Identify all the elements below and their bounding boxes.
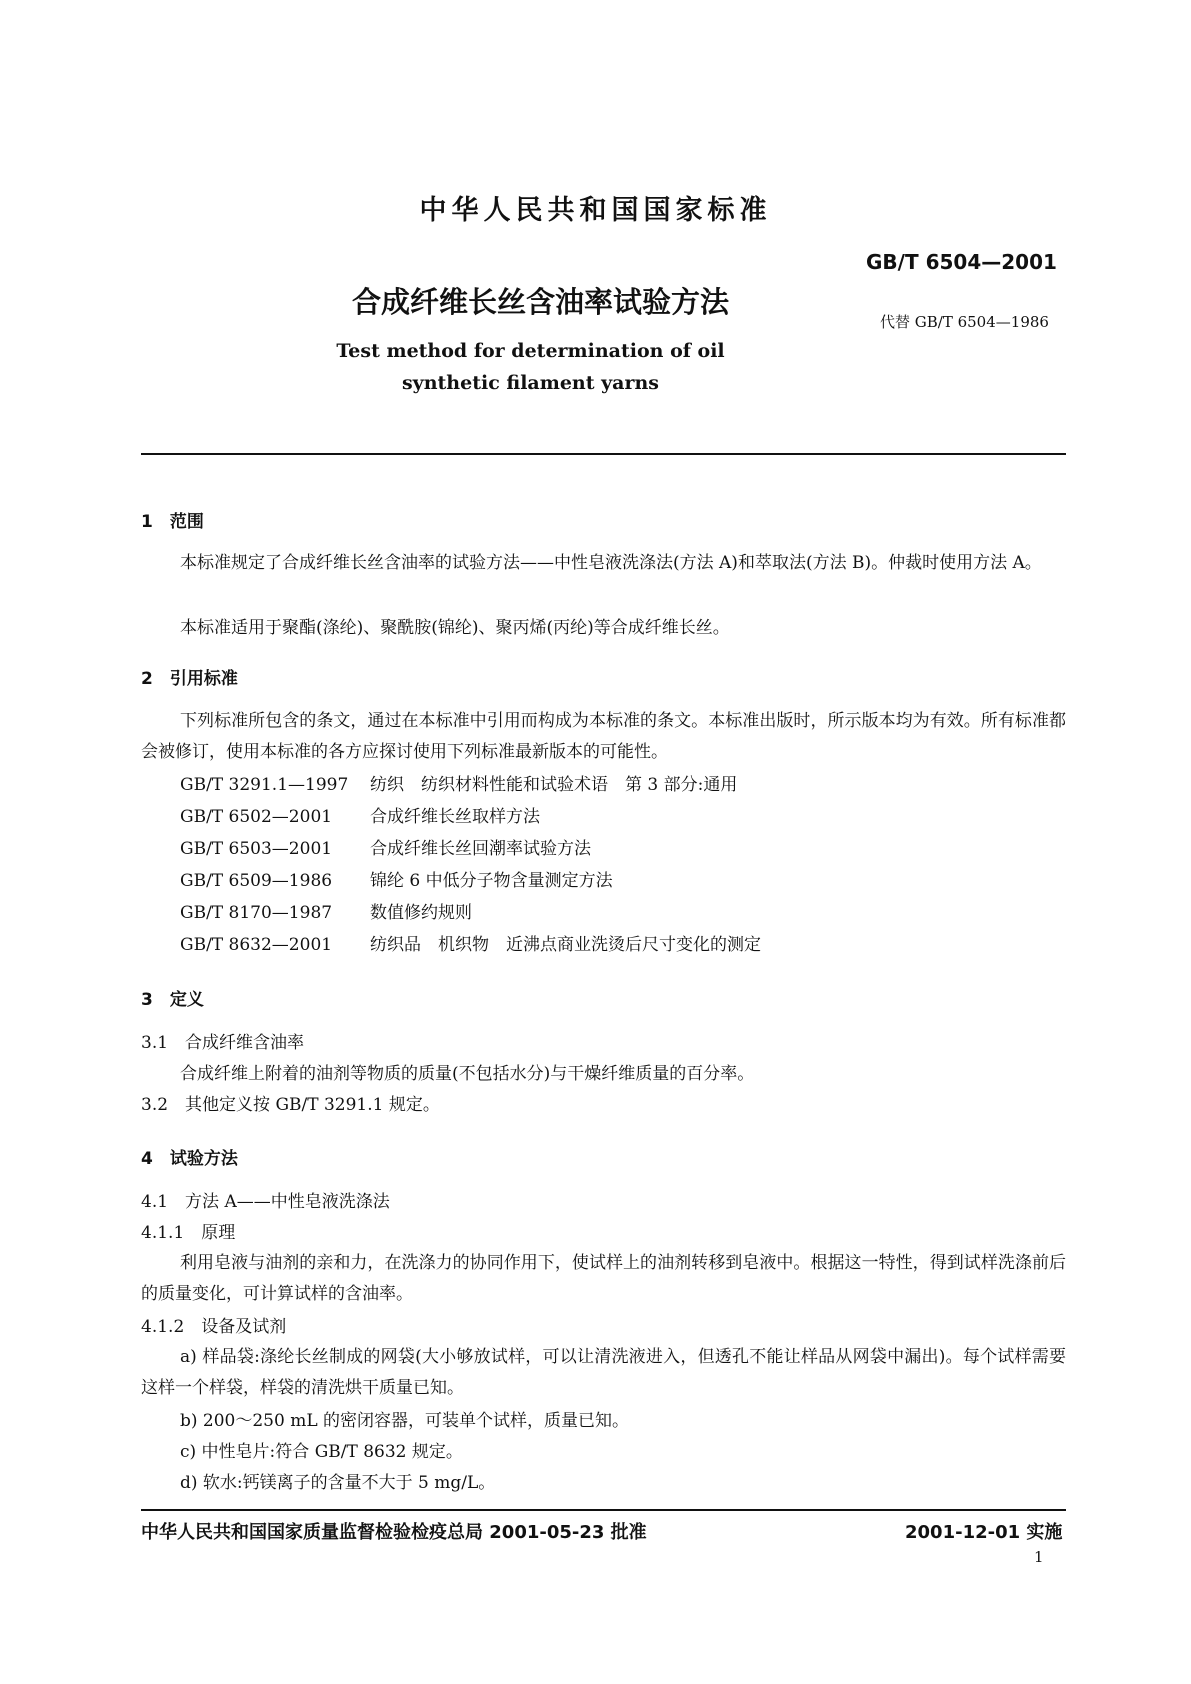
title-cn: 合成纤维长丝含油率试验方法 — [351, 285, 729, 319]
ref-code: GB/T 3291.1—1997 — [180, 775, 349, 795]
title-en-line2: synthetic filament yarns — [401, 372, 660, 394]
ref-title: 纺织 纺织材料性能和试验术语 第 3 部分:通用 — [370, 775, 738, 795]
equipment-item-a: a) 样品袋:涤纶长丝制成的网袋(大小够放试样，可以让清洗液进入，但透孔不能让样品从网袋中漏出)。每个试样需要这样一个样袋，样袋的清洗烘干质量已知。 — [141, 1347, 1066, 1398]
footer-divider — [141, 1509, 1066, 1511]
page-number: 1 — [1034, 1548, 1044, 1566]
ref-title: 数值修约规则 — [370, 903, 472, 923]
section-3-heading: 3 定义 — [141, 990, 204, 1010]
section-1-paragraph-2: 本标准适用于聚酯(涤纶)、聚酰胺(锦纶)、聚丙烯(丙纶)等合成纤维长丝。 — [180, 618, 730, 638]
definition-3-2: 3.2 其他定义按 GB/T 3291.1 规定。 — [141, 1095, 440, 1115]
section-4-heading: 4 试验方法 — [141, 1149, 238, 1169]
national-standard-title: 中华人民共和国国家标准 — [419, 195, 772, 226]
title-en-line1: Test method for determination of oil — [336, 340, 725, 362]
section-1-paragraph-1: 本标准规定了合成纤维长丝含油率的试验方法——中性皂液洗涤法(方法 A)和萃取法(方法 B)。仲裁时使用方法 A。 — [180, 553, 1042, 573]
ref-title: 合成纤维长丝回潮率试验方法 — [370, 839, 591, 859]
principle-text: 利用皂液与油剂的亲和力，在洗涤力的协同作用下，使试样上的油剂转移到皂液中。根据这一特性，得到试样洗涤前后的质量变化，可计算试样的含油率。 — [141, 1253, 1066, 1304]
ref-code: GB/T 8170—1987 — [180, 903, 333, 923]
definition-3-1-text: 合成纤维上附着的油剂等物质的质量(不包括水分)与干燥纤维质量的百分率。 — [180, 1064, 755, 1084]
equipment-item-d: d) 软水:钙镁离子的含量不大于 5 mg/L。 — [180, 1473, 496, 1493]
ref-item — [180, 801, 540, 833]
principle-heading: 4.1.1 原理 — [141, 1223, 236, 1243]
ref-code: GB/T 6502—2001 — [180, 807, 333, 827]
replaces-note: 代替 GB/T 6504—1986 — [880, 313, 1049, 331]
ref-title: 纺织品 机织物 近沸点商业洗烫后尺寸变化的测定 — [370, 935, 761, 955]
ref-title: 合成纤维长丝取样方法 — [370, 807, 540, 827]
standard-code: GB/T 6504—2001 — [866, 250, 1057, 274]
equipment-item-b: b) 200～250 mL 的密闭容器，可装单个试样，质量已知。 — [180, 1411, 630, 1431]
ref-code: GB/T 8632—2001 — [180, 935, 333, 955]
section-2-heading: 2 引用标准 — [141, 669, 238, 689]
ref-item — [180, 929, 761, 961]
ref-item — [180, 897, 472, 929]
equipment-item-c: c) 中性皂片:符合 GB/T 8632 规定。 — [180, 1442, 463, 1462]
ref-title: 锦纶 6 中低分子物含量测定方法 — [370, 871, 613, 891]
section-1-heading: 1 范围 — [141, 512, 204, 532]
approval-note: 中华人民共和国国家质量监督检验检疫总局 2001-05-23 批准 — [141, 1522, 647, 1543]
definition-3-1-title: 3.1 合成纤维含油率 — [141, 1033, 305, 1053]
ref-code: GB/T 6503—2001 — [180, 839, 333, 859]
section-2-paragraph-1: 下列标准所包含的条文，通过在本标准中引用而构成为本标准的条文。本标准出版时，所示版本均为有效。所有标准都会被修订，使用本标准的各方应探讨使用下列标准最新版本的可能性。 — [141, 711, 1066, 762]
method-a-heading: 4.1 方法 A——中性皂液洗涤法 — [141, 1192, 390, 1212]
ref-item — [180, 833, 591, 865]
header-divider — [141, 453, 1066, 455]
ref-item — [180, 865, 613, 897]
implementation-date: 2001-12-01 实施 — [905, 1522, 1063, 1543]
ref-item — [180, 769, 737, 801]
equipment-heading: 4.1.2 设备及试剂 — [141, 1317, 287, 1337]
ref-code: GB/T 6509—1986 — [180, 871, 333, 891]
